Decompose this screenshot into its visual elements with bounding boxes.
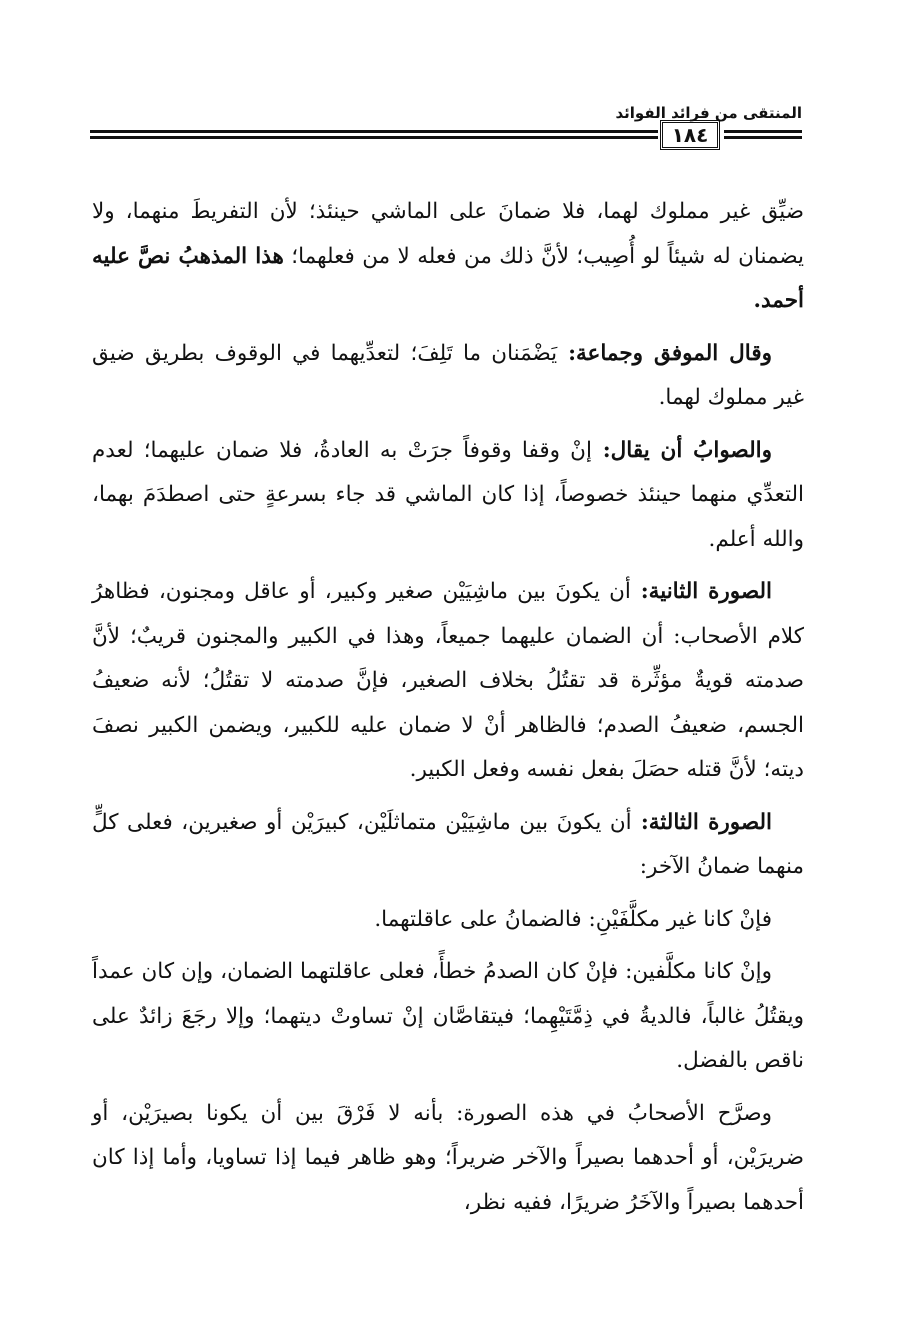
- page-body: [92, 190, 804, 1233]
- paragraph-7: [92, 950, 804, 1084]
- paragraph-text: فإنْ كانا غير مكلَّفَيْنِ: فالضمانُ على عاقلتهما.: [374, 906, 772, 932]
- page-number: ١٨٤: [660, 120, 720, 150]
- running-title: المنتقى من فرائد الفوائد: [615, 104, 802, 122]
- paragraph-3: [92, 429, 804, 563]
- paragraph-2: [92, 332, 804, 421]
- paragraph-6: [92, 898, 804, 943]
- paragraph-lead: والصوابُ أن يقال:: [591, 437, 772, 463]
- paragraph-text: وصرَّح الأصحابُ في هذه الصورة: بأنه لا فَرْقَ بين أن يكونا بصيرَيْن، أو ضريرَيْن، أو أحدهما بصيراً والآخر ضريراً؛ وهو ظاهر فيما إذا تساويا، وأما إذا كان أحدهما بصيراً والآخَرُ ضريرًا، ففيه نظر،: [92, 1100, 804, 1215]
- paragraph-lead: الصورة الثالثة:: [631, 809, 772, 835]
- paragraph-8: [92, 1092, 804, 1226]
- paragraph-5: [92, 801, 804, 890]
- paragraph-text: ضيِّق غير مملوك لهما، فلا ضمانَ على الماشي حينئذ؛ لأن التفريطَ منهما، ولا يضمنان له شيئاً لو أُصِيب؛ لأنَّ ذلك من فعله لا من فعلهما؛: [92, 199, 805, 269]
- paragraph-text: يَضْمَنان ما تَلِفَ؛ لتعدِّيهما في الوقوف بطريق ضيق غير مملوك لهما.: [92, 340, 804, 410]
- paragraph-text: أن يكونَ بين ماشِيَيْن متماثلَيْن، كبيرَيْن أو صغيرين، فعلى كلٍّ منهما ضمانُ الآخر:: [92, 809, 804, 879]
- header-rule-short: [724, 130, 802, 133]
- page-header: [90, 100, 802, 150]
- paragraph-bold-tail: هذا المذهبُ نصَّ عليه أحمد.: [92, 243, 804, 313]
- header-rule: [90, 130, 658, 133]
- paragraph-text: إنْ وقفا وقوفاً جرَتْ به العادةُ، فلا ضمان عليهما؛ لعدم التعدِّي منهما حينئذ خصوصاً، إذا كان الماشي قد جاء بسرعةٍ حتى اصطدَمَ بهما، والله أعلم.: [92, 437, 804, 552]
- paragraph-lead: وقال الموفق وجماعة:: [557, 340, 772, 366]
- paragraph-text: أن يكونَ بين ماشِيَيْن صغير وكبير، أو عاقل ومجنون، فظاهرُ كلام الأصحاب: أن الضمان عليهما جميعاً، وهذا في الكبير والمجنون قريبٌ؛ لأنَّ صدمته قويةٌ مؤثِّرة قد تقتُلُ بخلاف الصغير، فإنَّ صدمته لا تقتُلُ؛ لأنه ضعيفُ الجسم، ضعيفُ الصدم؛ فالظاهر أنْ لا ضمان عليه للكبير، ويضمن الكبير نصفَ ديته؛ لأنَّ قتله حصَلَ بفعل نفسه وفعل الكبير.: [92, 579, 804, 782]
- paragraph-text: وإنْ كانا مكلَّفين: فإنْ كان الصدمُ خطأً، فعلى عاقلتهما الضمان، وإن كان عمداً ويقتُلُ غالباً، فالديةُ في ذِمَّتَيْهِما؛ فيتقاصَّان إنْ تساوتْ ديتهما؛ وإلا رجَعَ زائدٌ على ناقص بالفضل.: [92, 959, 804, 1073]
- paragraph-lead: الصورة الثانية:: [630, 579, 773, 604]
- paragraph-1: [92, 190, 804, 324]
- paragraph-4: [92, 570, 804, 793]
